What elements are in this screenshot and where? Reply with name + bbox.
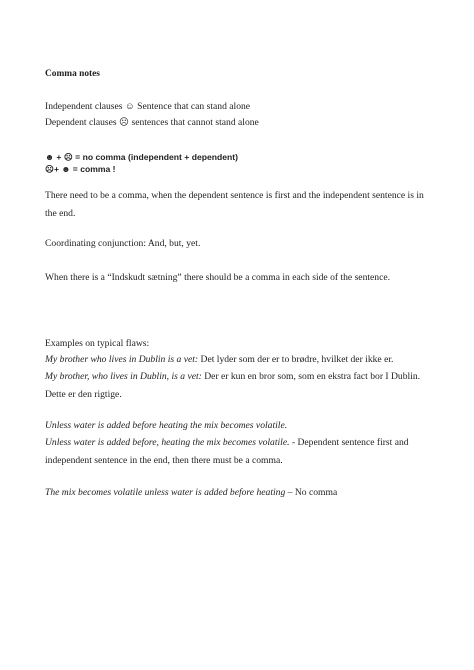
example-2-line-2: Dette er den rigtige. (45, 389, 122, 400)
page-title: Comma notes (45, 69, 100, 79)
example-4-line-2: independent sentence in the end, then there must be a comma. (45, 455, 283, 466)
example-5-comment: – No comma (285, 487, 338, 498)
example-5-sentence: The mix becomes volatile unless water is added before heating (45, 487, 286, 498)
rule-no-comma: ☻ + ☹ = no comma (independent + dependent) (45, 152, 239, 162)
rule-comma: ☹+ ☻ = comma ! (45, 164, 116, 174)
example-1-comment: Det lyder som der er to brødre, hvilket der ikke er. (198, 354, 394, 365)
example-4-comment: - Dependent sentence first and (289, 437, 409, 448)
example-1-sentence: My brother who lives in Dublin is a vet: (45, 354, 199, 365)
example-2 (45, 371, 420, 383)
example-3: Unless water is added before heating the mix becomes volatile. (45, 420, 288, 431)
examples-heading: Examples on typical flaws: (45, 338, 150, 349)
explanation-line-1: There need to be a comma, when the dependent sentence is first and the independent sentence is in (45, 190, 424, 201)
example-4 (45, 437, 409, 449)
coordinating-conjunction-note: Coordinating conjunction: And, but, yet. (45, 238, 201, 249)
example-2-sentence: My brother, who lives in Dublin, is a vet: (45, 371, 202, 382)
example-5 (45, 487, 337, 499)
example-2-comment: Der er kun en bror som, som en ekstra fact bor I Dublin. (201, 371, 421, 382)
independent-clause-definition: Independent clauses ☺ Sentence that can stand alone (45, 101, 251, 112)
example-4-sentence: Unless water is added before, heating the mix becomes volatile. (45, 437, 290, 448)
indskudt-note: When there is a “Indskudt sætning” there should be a comma in each side of the sentence. (45, 272, 390, 283)
explanation-line-2: the end. (45, 208, 76, 219)
dependent-clause-definition: Dependent clauses ☹ sentences that cannot stand alone (45, 117, 259, 128)
example-1 (45, 354, 393, 366)
